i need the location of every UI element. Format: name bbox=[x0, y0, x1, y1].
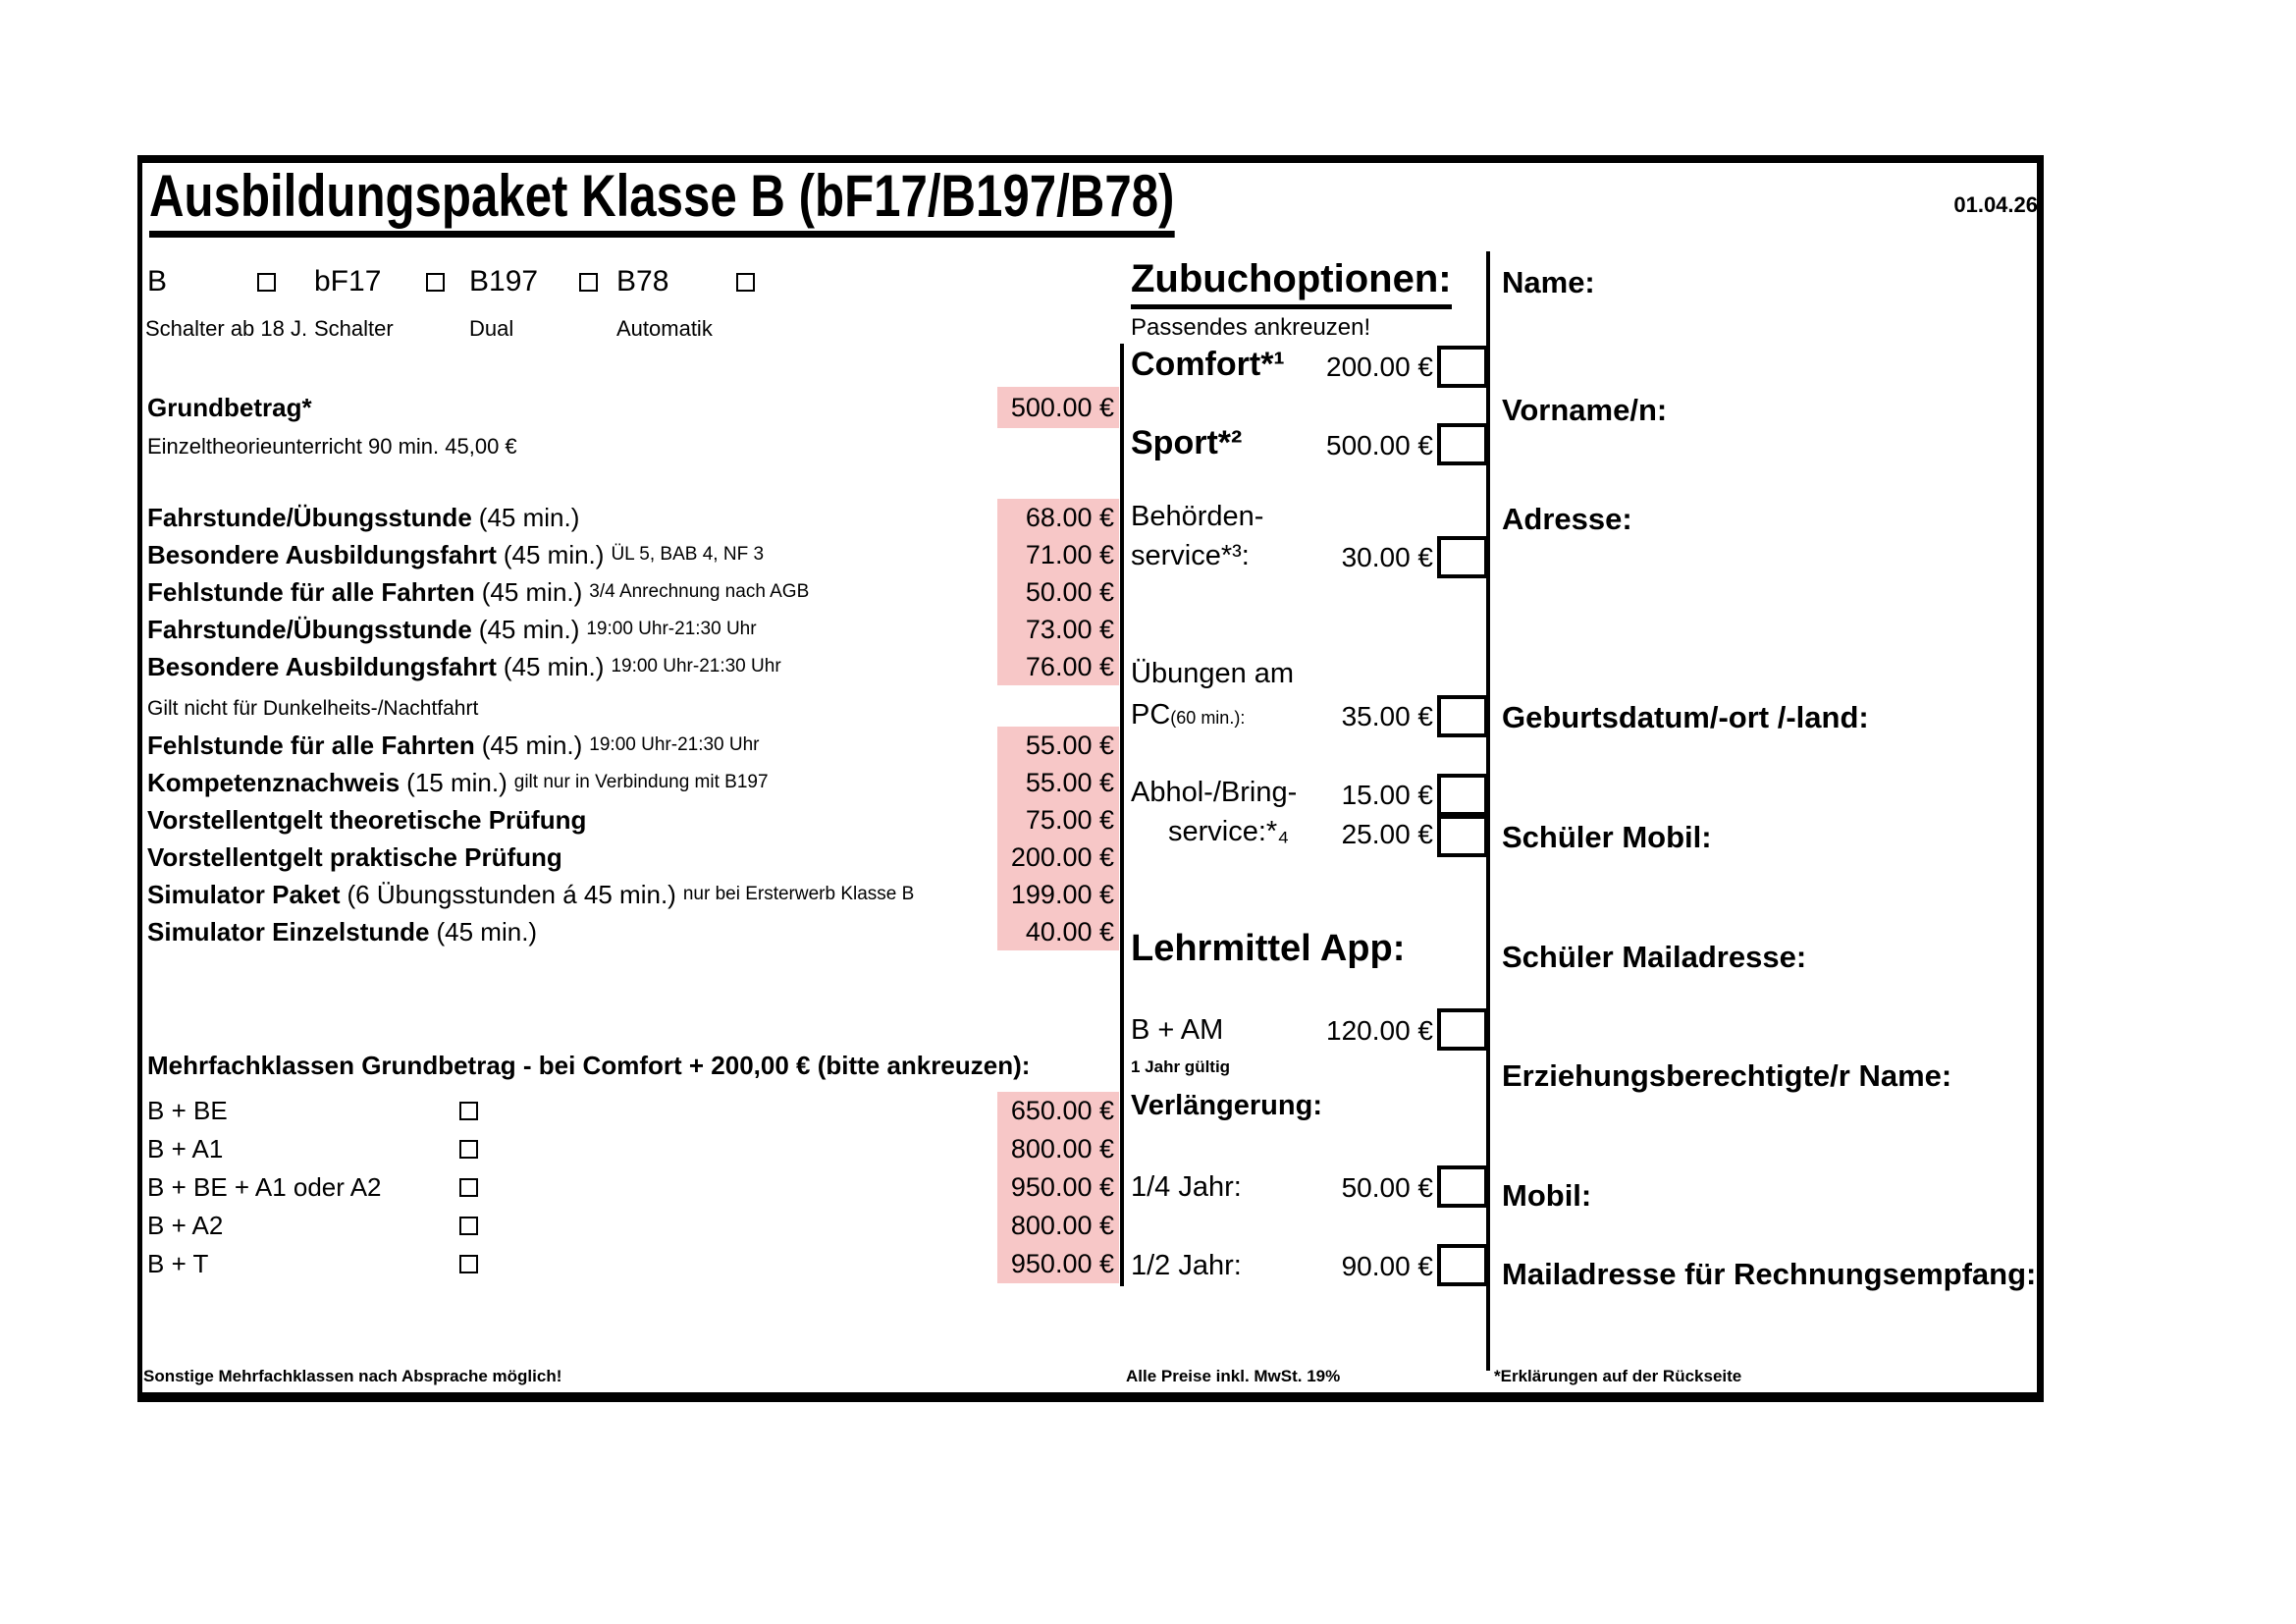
lehrmittel-bam-label: B + AM bbox=[1131, 1014, 1224, 1046]
form-label-schueler-mail: Schüler Mailadresse: bbox=[1502, 940, 1807, 974]
item-price: 50.00 € bbox=[997, 573, 1119, 611]
option-abhol-price2: 25.00 € bbox=[1341, 819, 1433, 849]
class-checkbox-b197[interactable] bbox=[579, 273, 598, 292]
price-item bbox=[147, 876, 914, 913]
item-detail: (45 min.) bbox=[478, 614, 580, 644]
option-pc-line1: Übungen am bbox=[1131, 658, 1295, 689]
multiclass-label: B + BE + A1 oder A2 bbox=[147, 1172, 382, 1202]
multiclass-label: B + A2 bbox=[147, 1211, 224, 1240]
item-detail: (45 min.) bbox=[481, 576, 583, 607]
form-label-mobil: Mobil: bbox=[1502, 1178, 1592, 1213]
multiclass-row bbox=[147, 1207, 223, 1245]
options-left-rule bbox=[1120, 344, 1124, 1286]
base-fee-name: Grundbetrag* bbox=[147, 392, 312, 422]
item-price: 75.00 € bbox=[997, 801, 1119, 839]
form-label-schueler-mobil: Schüler Mobil: bbox=[1502, 820, 1712, 854]
multiclass-price: 650.00 € bbox=[997, 1092, 1119, 1130]
class-code-b: B bbox=[147, 265, 168, 298]
multiclass-checkbox-b-a2[interactable] bbox=[459, 1217, 478, 1235]
class-code-b197: B197 bbox=[469, 265, 539, 298]
item-name: Vorstellentgelt theoretische Prüfung bbox=[147, 804, 587, 835]
multiclass-row bbox=[147, 1168, 382, 1207]
item-detail: (45 min.) bbox=[503, 539, 605, 569]
zubuch-subheading: Passendes ankreuzen! bbox=[1131, 314, 1371, 341]
item-price: 200.00 € bbox=[997, 839, 1119, 876]
item-detail: (45 min.) bbox=[503, 651, 605, 681]
form-label-rechnungsmail: Mailadresse für Rechnungsempfang: bbox=[1502, 1257, 2037, 1291]
multiclass-row bbox=[147, 1245, 208, 1283]
class-checkbox-bf17[interactable] bbox=[426, 273, 445, 292]
form-label-erziehungsberechtigte: Erziehungsberechtigte/r Name: bbox=[1502, 1058, 1952, 1093]
class-sub-b197: Dual bbox=[469, 316, 514, 341]
option-abhol-checkbox-1[interactable] bbox=[1437, 774, 1488, 816]
multiclass-checkbox-b-t[interactable] bbox=[459, 1255, 478, 1273]
price-item bbox=[147, 648, 781, 685]
class-sub-b78: Automatik bbox=[616, 316, 713, 341]
price-item bbox=[147, 913, 544, 950]
form-label-vorname: Vorname/n: bbox=[1502, 393, 1668, 427]
base-fee-note: Einzeltheorieunterricht 90 min. 45,00 € bbox=[147, 434, 517, 459]
multiclass-label: B + T bbox=[147, 1249, 209, 1278]
item-note: gilt nur in Verbindung mit B197 bbox=[513, 772, 769, 792]
option-behoerden-line1: Behörden- bbox=[1131, 501, 1264, 532]
base-fee-label bbox=[147, 387, 312, 428]
item-name: Fehlstunde für alle Fahrten bbox=[147, 730, 475, 760]
item-price: 68.00 € bbox=[997, 499, 1119, 536]
version-date: 01.04.26 bbox=[1953, 192, 2038, 217]
option-pc-line2 bbox=[1131, 699, 1245, 731]
form-label-geburtsdatum: Geburtsdatum/-ort /-land: bbox=[1502, 700, 1869, 734]
item-price: 71.00 € bbox=[997, 536, 1119, 573]
lehrmittel-bam-note: 1 Jahr gültig bbox=[1131, 1057, 1231, 1076]
multiclass-price: 800.00 € bbox=[997, 1207, 1119, 1245]
option-abhol-line2: service:*₄ bbox=[1168, 816, 1290, 847]
zubuch-heading: Zubuchoptionen: bbox=[1131, 257, 1452, 309]
item-note: 19:00 Uhr-21:30 Uhr bbox=[611, 656, 781, 677]
form-label-name: Name: bbox=[1502, 265, 1595, 299]
footnote-vat: Alle Preise inkl. MwSt. 19% bbox=[1126, 1367, 1341, 1385]
item-price: 73.00 € bbox=[997, 611, 1119, 648]
item-name: Besondere Ausbildungsfahrt bbox=[147, 539, 497, 569]
footnote-explanations: *Erklärungen auf der Rückseite bbox=[1494, 1367, 1742, 1385]
page-title: Ausbildungspaket Klasse B (bF17/B197/B78) bbox=[149, 165, 1174, 238]
multiclass-checkbox-b-be[interactable] bbox=[459, 1102, 478, 1120]
quarter-year-checkbox[interactable] bbox=[1437, 1165, 1488, 1208]
price-item bbox=[147, 764, 769, 801]
option-behoerden-checkbox[interactable] bbox=[1437, 536, 1488, 578]
price-item bbox=[147, 611, 757, 648]
class-checkbox-b78[interactable] bbox=[736, 273, 755, 292]
half-year-price: 90.00 € bbox=[1341, 1251, 1433, 1281]
form-label-adresse: Adresse: bbox=[1502, 502, 1632, 536]
option-behoerden-line2: service*³: bbox=[1131, 540, 1250, 571]
multiclass-price: 800.00 € bbox=[997, 1130, 1119, 1168]
multiclass-row bbox=[147, 1130, 223, 1168]
price-item bbox=[147, 839, 576, 876]
option-pc-line2-main: PC bbox=[1131, 699, 1171, 731]
multiclass-heading: Mehrfachklassen Grundbetrag - bei Comfort + 200,00 € (bitte ankreuzen): bbox=[147, 1050, 1031, 1080]
lehrmittel-bam-price: 120.00 € bbox=[1326, 1015, 1433, 1046]
option-comfort-price: 200.00 € bbox=[1326, 352, 1433, 382]
class-checkbox-b[interactable] bbox=[257, 273, 276, 292]
multiclass-row bbox=[147, 1092, 228, 1130]
lehrmittel-heading: Lehrmittel App: bbox=[1131, 928, 1406, 969]
item-name: Besondere Ausbildungsfahrt bbox=[147, 651, 497, 681]
option-behoerden-price: 30.00 € bbox=[1341, 542, 1433, 572]
item-price: 55.00 € bbox=[997, 764, 1119, 801]
item-price: 40.00 € bbox=[997, 913, 1119, 950]
item-name: Vorstellentgelt praktische Prüfung bbox=[147, 841, 562, 872]
price-item bbox=[147, 727, 760, 764]
item-detail: (6 Übungsstunden á 45 min.) bbox=[347, 879, 676, 909]
item-detail: (45 min.) bbox=[436, 916, 538, 947]
class-code-bf17: bF17 bbox=[314, 265, 382, 298]
item-price: 55.00 € bbox=[997, 727, 1119, 764]
footnote-multiclass: Sonstige Mehrfachklassen nach Absprache möglich! bbox=[143, 1367, 562, 1385]
multiclass-checkbox-b-be-a1-a2[interactable] bbox=[459, 1178, 478, 1197]
item-note: 19:00 Uhr-21:30 Uhr bbox=[586, 619, 757, 639]
item-price: 199.00 € bbox=[997, 876, 1119, 913]
item-name: Fehlstunde für alle Fahrten bbox=[147, 576, 475, 607]
multiclass-checkbox-b-a1[interactable] bbox=[459, 1140, 478, 1159]
option-pc-checkbox[interactable] bbox=[1437, 695, 1488, 737]
option-sport-checkbox[interactable] bbox=[1437, 423, 1488, 465]
option-comfort-label: Comfort*¹ bbox=[1131, 346, 1285, 383]
base-fee-price: 500.00 € bbox=[997, 387, 1119, 428]
option-abhol-checkbox-2[interactable] bbox=[1437, 815, 1488, 857]
class-code-b78: B78 bbox=[616, 265, 669, 298]
item-name: Simulator Paket bbox=[147, 879, 341, 909]
item-price: 76.00 € bbox=[997, 648, 1119, 685]
verlaengerung-heading: Verlängerung: bbox=[1131, 1090, 1322, 1121]
night-drive-note: Gilt nicht für Dunkelheits-/Nachtfahrt bbox=[147, 697, 479, 720]
item-name: Fahrstunde/Übungsstunde bbox=[147, 614, 472, 644]
item-note: nur bei Ersterwerb Klasse B bbox=[682, 884, 915, 904]
item-detail: (15 min.) bbox=[406, 767, 507, 797]
multiclass-price: 950.00 € bbox=[997, 1168, 1119, 1207]
price-item bbox=[147, 536, 764, 573]
multiclass-label: B + BE bbox=[147, 1096, 228, 1125]
half-year-label: 1/2 Jahr: bbox=[1131, 1250, 1242, 1281]
item-note: ÜL 5, BAB 4, NF 3 bbox=[611, 544, 765, 565]
item-detail: (45 min.) bbox=[478, 502, 580, 532]
multiclass-price: 950.00 € bbox=[997, 1245, 1119, 1283]
lehrmittel-bam-checkbox[interactable] bbox=[1437, 1008, 1488, 1051]
option-abhol-line1: Abhol-/Bring- bbox=[1131, 777, 1298, 808]
item-name: Fahrstunde/Übungsstunde bbox=[147, 502, 472, 532]
price-item bbox=[147, 499, 586, 536]
item-note: 3/4 Anrechnung nach AGB bbox=[589, 581, 810, 602]
option-comfort-checkbox[interactable] bbox=[1437, 346, 1488, 388]
option-sport-price: 500.00 € bbox=[1326, 430, 1433, 460]
option-sport-label: Sport*² bbox=[1131, 424, 1243, 461]
item-note: 19:00 Uhr-21:30 Uhr bbox=[589, 734, 760, 755]
price-item bbox=[147, 801, 600, 839]
price-item bbox=[147, 573, 809, 611]
item-name: Kompetenznachweis bbox=[147, 767, 400, 797]
quarter-year-price: 50.00 € bbox=[1341, 1172, 1433, 1203]
item-detail: (45 min.) bbox=[481, 730, 583, 760]
half-year-checkbox[interactable] bbox=[1437, 1244, 1488, 1286]
class-sub-bf17: Schalter bbox=[314, 316, 394, 341]
multiclass-label: B + A1 bbox=[147, 1134, 224, 1164]
class-sub-b: Schalter ab 18 J. bbox=[145, 316, 308, 341]
option-pc-line2-small: (60 min.): bbox=[1170, 708, 1246, 728]
option-abhol-price1: 15.00 € bbox=[1341, 780, 1433, 810]
option-pc-price: 35.00 € bbox=[1341, 701, 1433, 731]
quarter-year-label: 1/4 Jahr: bbox=[1131, 1171, 1242, 1203]
item-name: Simulator Einzelstunde bbox=[147, 916, 430, 947]
